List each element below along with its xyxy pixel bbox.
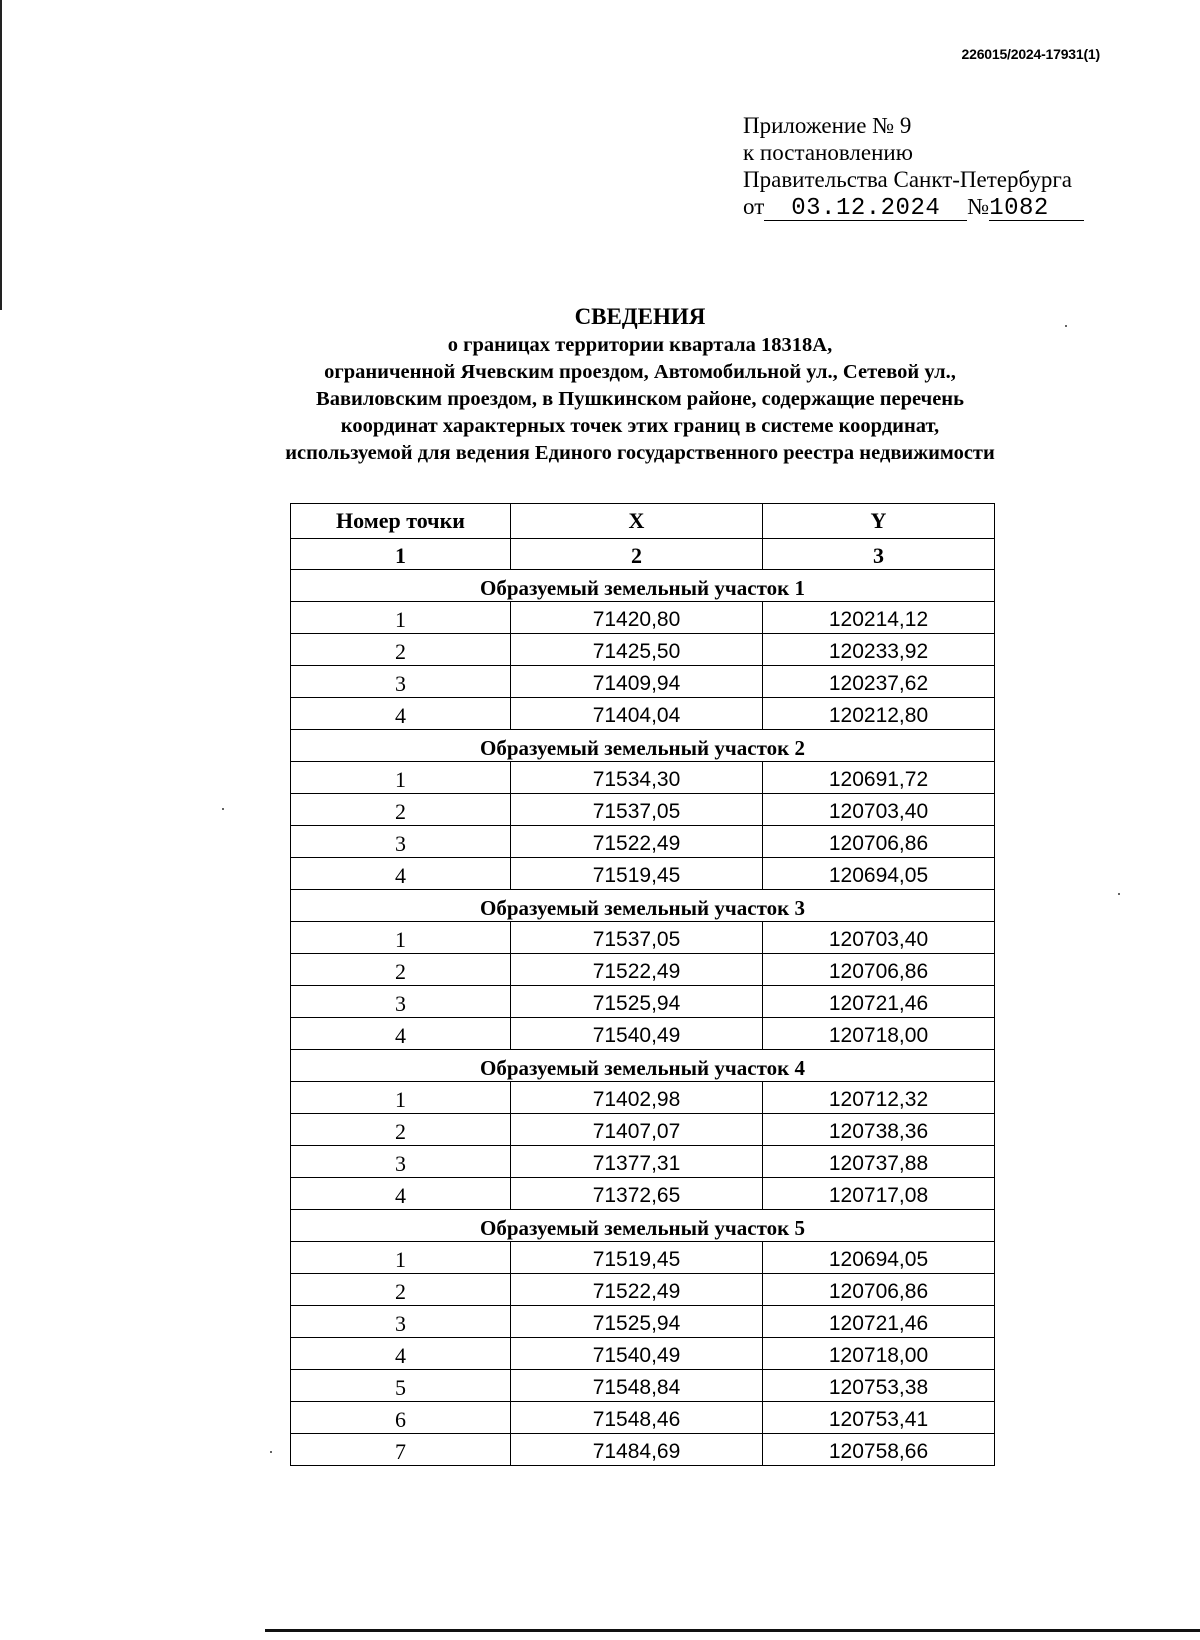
point-number-cell: 2 bbox=[291, 1274, 511, 1306]
decree-number: 1082 bbox=[989, 198, 1084, 221]
x-coordinate-cell: 71519,45 bbox=[511, 858, 763, 890]
table-row bbox=[291, 1082, 995, 1114]
table-row bbox=[291, 634, 995, 666]
y-coordinate-cell: 120721,46 bbox=[763, 1306, 995, 1338]
title-line: ограниченной Ячевским проездом, Автомобильной ул., Сетевой ул., bbox=[324, 361, 956, 383]
y-coordinate-cell: 120703,40 bbox=[763, 794, 995, 826]
y-coordinate-cell: 120718,00 bbox=[763, 1018, 995, 1050]
registration-number: 226015/2024-17931(1) bbox=[961, 46, 1100, 62]
table-row bbox=[291, 1402, 995, 1434]
section-title: Образуемый земельный участок 3 bbox=[291, 890, 995, 922]
y-coordinate-cell: 120694,05 bbox=[763, 858, 995, 890]
y-coordinate-cell: 120706,86 bbox=[763, 826, 995, 858]
table-row bbox=[291, 1434, 995, 1466]
annex-header bbox=[743, 112, 1084, 221]
section-header-row bbox=[291, 730, 995, 762]
y-coordinate-cell: 120758,66 bbox=[763, 1434, 995, 1466]
point-number-cell: 1 bbox=[291, 1082, 511, 1114]
title-line: Вавиловским проездом, в Пушкинском районе, содержащие перечень bbox=[316, 388, 964, 410]
x-coordinate-cell: 71409,94 bbox=[511, 666, 763, 698]
table-row bbox=[291, 1370, 995, 1402]
x-coordinate-cell: 71534,30 bbox=[511, 762, 763, 794]
x-coordinate-cell: 71425,50 bbox=[511, 634, 763, 666]
table-row bbox=[291, 826, 995, 858]
y-coordinate-cell: 120712,32 bbox=[763, 1082, 995, 1114]
y-coordinate-cell: 120718,00 bbox=[763, 1338, 995, 1370]
header-x: X bbox=[511, 504, 763, 539]
y-coordinate-cell: 120212,80 bbox=[763, 698, 995, 730]
coordinates-table bbox=[290, 503, 995, 1466]
section-title: Образуемый земельный участок 4 bbox=[291, 1050, 995, 1082]
point-number-cell: 2 bbox=[291, 794, 511, 826]
y-coordinate-cell: 120233,92 bbox=[763, 634, 995, 666]
table-row bbox=[291, 1338, 995, 1370]
table-row bbox=[291, 762, 995, 794]
point-number-cell: 1 bbox=[291, 602, 511, 634]
table-row bbox=[291, 1242, 995, 1274]
point-number-cell: 3 bbox=[291, 1306, 511, 1338]
x-coordinate-cell: 71525,94 bbox=[511, 1306, 763, 1338]
section-header-row bbox=[291, 1210, 995, 1242]
table-row bbox=[291, 1018, 995, 1050]
point-number-cell: 3 bbox=[291, 1146, 511, 1178]
y-coordinate-cell: 120737,88 bbox=[763, 1146, 995, 1178]
point-number-cell: 1 bbox=[291, 1242, 511, 1274]
table-row bbox=[291, 858, 995, 890]
table-row bbox=[291, 954, 995, 986]
point-number-cell: 3 bbox=[291, 826, 511, 858]
column-number: 1 bbox=[291, 539, 511, 570]
point-number-cell: 4 bbox=[291, 698, 511, 730]
table-row bbox=[291, 698, 995, 730]
title-line: используемой для ведения Единого государственного реестра недвижимости bbox=[285, 442, 995, 464]
table-row bbox=[291, 1306, 995, 1338]
section-header-row bbox=[291, 570, 995, 602]
annex-authority: Правительства Санкт-Петербурга bbox=[743, 167, 1072, 192]
x-coordinate-cell: 71402,98 bbox=[511, 1082, 763, 1114]
x-coordinate-cell: 71519,45 bbox=[511, 1242, 763, 1274]
point-number-cell: 4 bbox=[291, 1338, 511, 1370]
column-number: 2 bbox=[511, 539, 763, 570]
point-number-cell: 1 bbox=[291, 922, 511, 954]
date-prefix: от bbox=[743, 194, 765, 219]
decree-date: 03.12.2024 bbox=[764, 198, 967, 221]
table-row bbox=[291, 1146, 995, 1178]
header-point-number: Номер точки bbox=[291, 504, 511, 539]
x-coordinate-cell: 71522,49 bbox=[511, 1274, 763, 1306]
table-row bbox=[291, 1178, 995, 1210]
y-coordinate-cell: 120691,72 bbox=[763, 762, 995, 794]
section-header-row bbox=[291, 890, 995, 922]
annex-ref-line: к постановлению bbox=[743, 140, 913, 165]
section-title: Образуемый земельный участок 5 bbox=[291, 1210, 995, 1242]
x-coordinate-cell: 71420,80 bbox=[511, 602, 763, 634]
table-row bbox=[291, 602, 995, 634]
x-coordinate-cell: 71484,69 bbox=[511, 1434, 763, 1466]
x-coordinate-cell: 71548,84 bbox=[511, 1370, 763, 1402]
x-coordinate-cell: 71525,94 bbox=[511, 986, 763, 1018]
point-number-cell: 4 bbox=[291, 1178, 511, 1210]
document-title bbox=[180, 302, 1100, 467]
y-coordinate-cell: 120753,38 bbox=[763, 1370, 995, 1402]
table-row bbox=[291, 794, 995, 826]
column-number: 3 bbox=[763, 539, 995, 570]
scan-speck bbox=[1118, 893, 1120, 895]
section-header-row bbox=[291, 1050, 995, 1082]
y-coordinate-cell: 120738,36 bbox=[763, 1114, 995, 1146]
scan-edge-bottom bbox=[265, 1629, 1200, 1632]
table-row bbox=[291, 1114, 995, 1146]
column-numbers-row bbox=[291, 539, 995, 570]
y-coordinate-cell: 120237,62 bbox=[763, 666, 995, 698]
x-coordinate-cell: 71377,31 bbox=[511, 1146, 763, 1178]
point-number-cell: 5 bbox=[291, 1370, 511, 1402]
title-line: координат характерных точек этих границ в системе координат, bbox=[340, 415, 940, 437]
point-number-cell: 3 bbox=[291, 666, 511, 698]
scan-speck bbox=[270, 1451, 272, 1453]
point-number-cell: 2 bbox=[291, 1114, 511, 1146]
x-coordinate-cell: 71540,49 bbox=[511, 1338, 763, 1370]
x-coordinate-cell: 71522,49 bbox=[511, 826, 763, 858]
point-number-cell: 4 bbox=[291, 1018, 511, 1050]
y-coordinate-cell: 120706,86 bbox=[763, 954, 995, 986]
table-row bbox=[291, 986, 995, 1018]
point-number-cell: 2 bbox=[291, 634, 511, 666]
table-header-row bbox=[291, 504, 995, 539]
section-title: Образуемый земельный участок 1 bbox=[291, 570, 995, 602]
point-number-cell: 4 bbox=[291, 858, 511, 890]
scan-speck bbox=[222, 808, 224, 810]
y-coordinate-cell: 120753,41 bbox=[763, 1402, 995, 1434]
point-number-cell: 6 bbox=[291, 1402, 511, 1434]
annex-title: Приложение № 9 bbox=[743, 113, 912, 138]
y-coordinate-cell: 120694,05 bbox=[763, 1242, 995, 1274]
x-coordinate-cell: 71404,04 bbox=[511, 698, 763, 730]
x-coordinate-cell: 71537,05 bbox=[511, 794, 763, 826]
y-coordinate-cell: 120717,08 bbox=[763, 1178, 995, 1210]
point-number-cell: 2 bbox=[291, 954, 511, 986]
x-coordinate-cell: 71540,49 bbox=[511, 1018, 763, 1050]
table-row bbox=[291, 666, 995, 698]
y-coordinate-cell: 120706,86 bbox=[763, 1274, 995, 1306]
table-row bbox=[291, 922, 995, 954]
y-coordinate-cell: 120214,12 bbox=[763, 602, 995, 634]
point-number-cell: 1 bbox=[291, 762, 511, 794]
annex-date-line bbox=[743, 193, 1084, 221]
y-coordinate-cell: 120703,40 bbox=[763, 922, 995, 954]
x-coordinate-cell: 71537,05 bbox=[511, 922, 763, 954]
section-title: Образуемый земельный участок 2 bbox=[291, 730, 995, 762]
title-line: о границах территории квартала 18318А, bbox=[447, 334, 833, 356]
x-coordinate-cell: 71372,65 bbox=[511, 1178, 763, 1210]
header-y: Y bbox=[763, 504, 995, 539]
table-row bbox=[291, 1274, 995, 1306]
number-prefix: № bbox=[967, 194, 990, 219]
y-coordinate-cell: 120721,46 bbox=[763, 986, 995, 1018]
x-coordinate-cell: 71548,46 bbox=[511, 1402, 763, 1434]
x-coordinate-cell: 71407,07 bbox=[511, 1114, 763, 1146]
point-number-cell: 3 bbox=[291, 986, 511, 1018]
point-number-cell: 7 bbox=[291, 1434, 511, 1466]
scan-edge-left bbox=[0, 0, 2, 310]
x-coordinate-cell: 71522,49 bbox=[511, 954, 763, 986]
title-heading: СВЕДЕНИЯ bbox=[574, 304, 706, 329]
